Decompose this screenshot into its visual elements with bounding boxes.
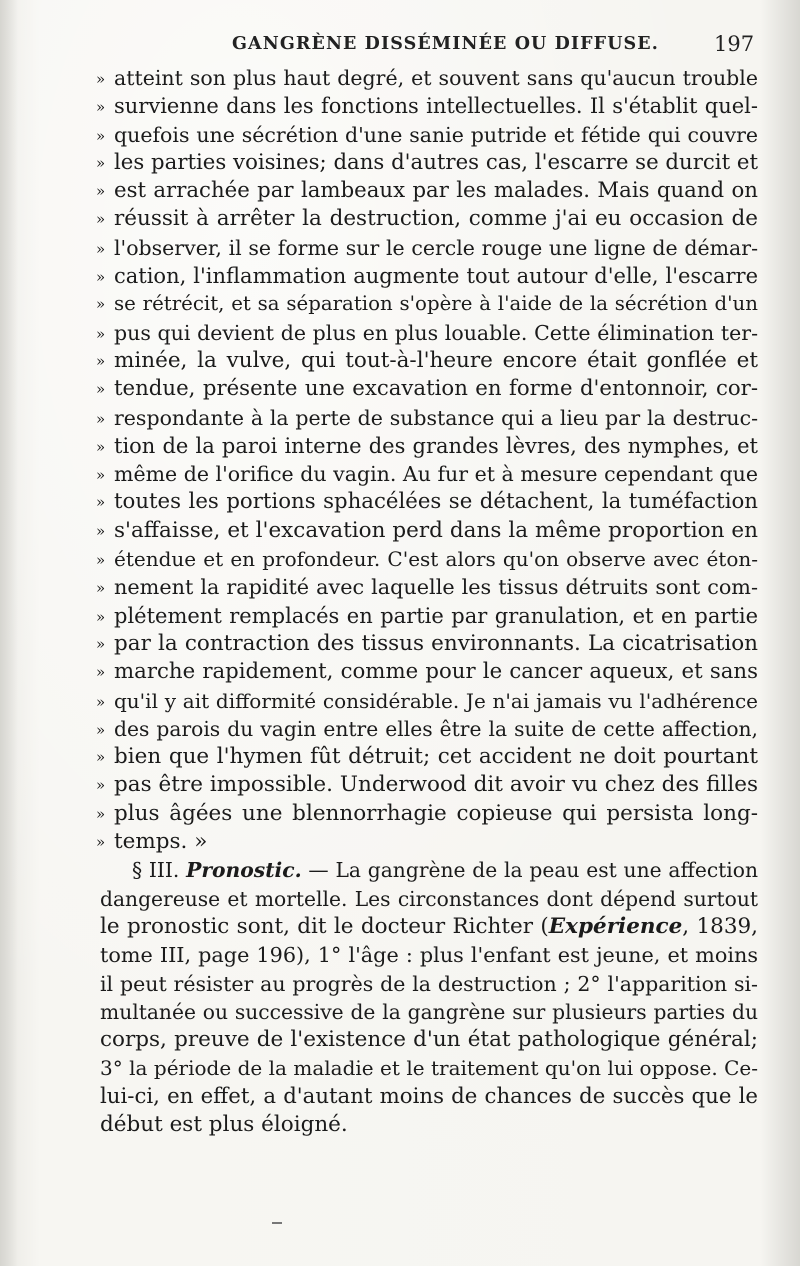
quoted-line-text: nement la rapidité avec laquelle les tissus détruits sont com-	[114, 575, 758, 600]
quoted-line-text: des parois du vagin entre elles être la suite de cette affection,	[114, 716, 758, 741]
quoted-line-text: qu'il y ait difformité considérable. Je n'ai jamais vu l'adhérence	[114, 688, 758, 713]
quotation-mark: »	[96, 239, 106, 258]
quoted-line-text: est arrachée par lambeaux par les malades. Mais quand on	[114, 178, 758, 204]
quoted-line-text: se rétrécit, et sa séparation s'opère à l'aide de la sécrétion d'un	[114, 292, 758, 316]
quotation-mark: »	[96, 70, 106, 88]
citation-journal-title: Expérience	[548, 913, 683, 939]
section-title: Pronostic.	[186, 858, 302, 883]
body-text	[96, 64, 759, 1139]
printer-mark	[272, 1222, 282, 1224]
quoted-line	[96, 290, 758, 318]
quoted-line	[96, 488, 758, 516]
section-line: lui-ci, en effet, a d'autant moins de chances de succès que le	[100, 1083, 758, 1109]
section-line: corps, preuve de l'existence d'un état pathologique général;	[100, 1027, 758, 1053]
quoted-line-text: tion de la paroi interne des grandes lèvres, des nymphes, et	[114, 433, 758, 458]
quotation-mark: »	[96, 833, 106, 852]
quotation-mark: »	[96, 295, 106, 314]
quoted-line-text: pus qui devient de plus en plus louable. Cette élimination ter-	[114, 320, 758, 345]
quoted-line-text: respondante à la perte de substance qui a lieu par la destruc-	[114, 405, 758, 430]
quoted-line-text: plus âgées une blennorrhagie copieuse qui persista long-	[114, 800, 758, 826]
quoted-line-text: même de l'orifice du vagin. Au fur et à mesure cependant que	[114, 462, 758, 487]
section-number: § III.	[132, 858, 180, 883]
quoted-line	[96, 771, 758, 799]
quoted-line	[96, 262, 758, 290]
quotation-mark: »	[96, 692, 106, 711]
quotation-mark: »	[96, 466, 106, 485]
quoted-line	[96, 573, 758, 601]
quoted-line	[96, 743, 758, 771]
section-line: début est plus éloigné.	[100, 1111, 348, 1137]
quotation-mark: »	[96, 126, 106, 145]
quoted-line-text: survienne dans les fonctions intellectuelles. Il s'établit quel-	[114, 94, 758, 119]
section-paragraph	[100, 941, 758, 1139]
quotation-mark: »	[96, 579, 106, 598]
quotation-mark: »	[96, 182, 106, 201]
quoted-passage	[96, 64, 758, 856]
quotation-mark: »	[96, 663, 106, 682]
quoted-line	[96, 92, 758, 120]
section-line: dangereuse et mortelle. Les circonstances dont dépend surtout	[100, 886, 758, 911]
quoted-line	[96, 404, 758, 432]
quotation-mark: »	[96, 804, 106, 823]
quoted-line	[96, 517, 758, 545]
quoted-line	[96, 149, 758, 177]
quoted-line-text: temps. »	[114, 829, 208, 855]
quoted-line	[96, 64, 758, 92]
quoted-line	[96, 234, 758, 262]
section-line: multanée ou successive de la gangrène sur plusieurs parties du	[100, 999, 758, 1024]
quoted-line	[96, 800, 758, 828]
quotation-mark: »	[96, 776, 106, 795]
quoted-line	[96, 432, 758, 460]
quoted-line-text: l'observer, il se forme sur le cercle rouge une ligne de démar-	[114, 235, 758, 260]
quoted-line	[96, 630, 758, 658]
quoted-line	[96, 177, 758, 205]
quotation-mark: »	[96, 720, 106, 739]
quoted-line-text: minée, la vulve, qui tout-à-l'heure encore était gonflée et	[114, 347, 758, 373]
quoted-line	[96, 121, 758, 149]
quotation-mark: »	[96, 634, 106, 653]
quotation-mark: »	[96, 380, 106, 399]
quoted-line	[96, 658, 758, 686]
quoted-line-text: atteint son plus haut degré, et souvent sans qu'aucun trouble	[114, 66, 758, 90]
quoted-line	[96, 687, 758, 715]
quoted-line-text: étendue et en profondeur. C'est alors qu'on observe avec éton-	[114, 547, 758, 572]
quotation-mark: »	[96, 210, 106, 229]
quoted-line-text: bien que l'hymen fût détruit; cet accident ne doit pourtant	[114, 744, 758, 770]
quoted-line	[96, 545, 758, 573]
section-line-citation	[100, 913, 758, 941]
quoted-line	[96, 347, 758, 375]
quoted-line	[96, 460, 758, 488]
quoted-line-text: plétement remplacés en partie par granulation, et en partie	[114, 603, 758, 628]
section-heading-line	[100, 856, 758, 884]
quotation-mark: »	[96, 324, 106, 343]
quotation-mark: »	[96, 351, 106, 370]
quoted-line	[96, 205, 758, 233]
quotation-mark: »	[96, 98, 106, 117]
quotation-mark: »	[96, 551, 106, 570]
quoted-line-text: les parties voisines; dans d'autres cas, l'escarre se durcit et	[114, 149, 758, 175]
quotation-mark: »	[96, 153, 106, 172]
citation-lead: le pronostic sont, dit le docteur Richter (	[100, 913, 549, 939]
running-head: GANGRÈNE DISSÉMINÉE OU DIFFUSE.	[232, 34, 659, 54]
quotation-mark: »	[96, 493, 106, 512]
section-line: il peut résister au progrès de la destruction ; 2° l'apparition si-	[100, 971, 758, 996]
quoted-line-text: cation, l'inflammation augmente tout autour d'elle, l'escarre	[114, 264, 758, 289]
quoted-line-text: réussit à arrêter la destruction, comme j'ai eu occasion de	[114, 206, 758, 232]
quoted-line	[96, 319, 758, 347]
quotation-mark: »	[96, 268, 106, 287]
page-number: 197	[714, 32, 755, 56]
quoted-line-text: par la contraction des tissus environnants. La cicatrisation	[114, 630, 758, 656]
quoted-line-text: pas être impossible. Underwood dit avoir vu chez des filles	[114, 772, 758, 798]
quoted-line	[96, 715, 758, 743]
quoted-line-text: toutes les portions sphacélées se détachent, la tuméfaction	[114, 489, 758, 515]
quotation-mark: »	[96, 521, 106, 540]
quotation-mark: »	[96, 437, 106, 456]
page-header	[0, 30, 800, 60]
quoted-line-text: s'affaisse, et l'excavation perd dans la même proportion en	[114, 517, 758, 543]
quotation-mark: »	[96, 409, 106, 428]
quoted-line	[96, 602, 758, 630]
quotation-mark: »	[96, 748, 106, 767]
quoted-line-text: tendue, présente une excavation en forme d'entonnoir, cor-	[114, 376, 758, 402]
section-line: tome III, page 196), 1° l'âge : plus l'enfant est jeune, et moins	[100, 943, 758, 968]
quoted-line-text: quefois une sécrétion d'une sanie putride et fétide qui couvre	[114, 122, 758, 147]
quoted-line-text: marche rapidement, comme pour le cancer aqueux, et sans	[114, 659, 758, 685]
quotation-mark: »	[96, 607, 106, 626]
page-gutter-shadow	[0, 0, 18, 1266]
quoted-line	[96, 375, 758, 403]
quoted-line	[96, 828, 758, 856]
citation-year: , 1839,	[682, 913, 759, 939]
section-first-line: — La gangrène de la peau est une affection	[308, 858, 759, 883]
section-line: 3° la période de la maladie et le traitement qu'on lui oppose. Ce-	[100, 1056, 758, 1081]
